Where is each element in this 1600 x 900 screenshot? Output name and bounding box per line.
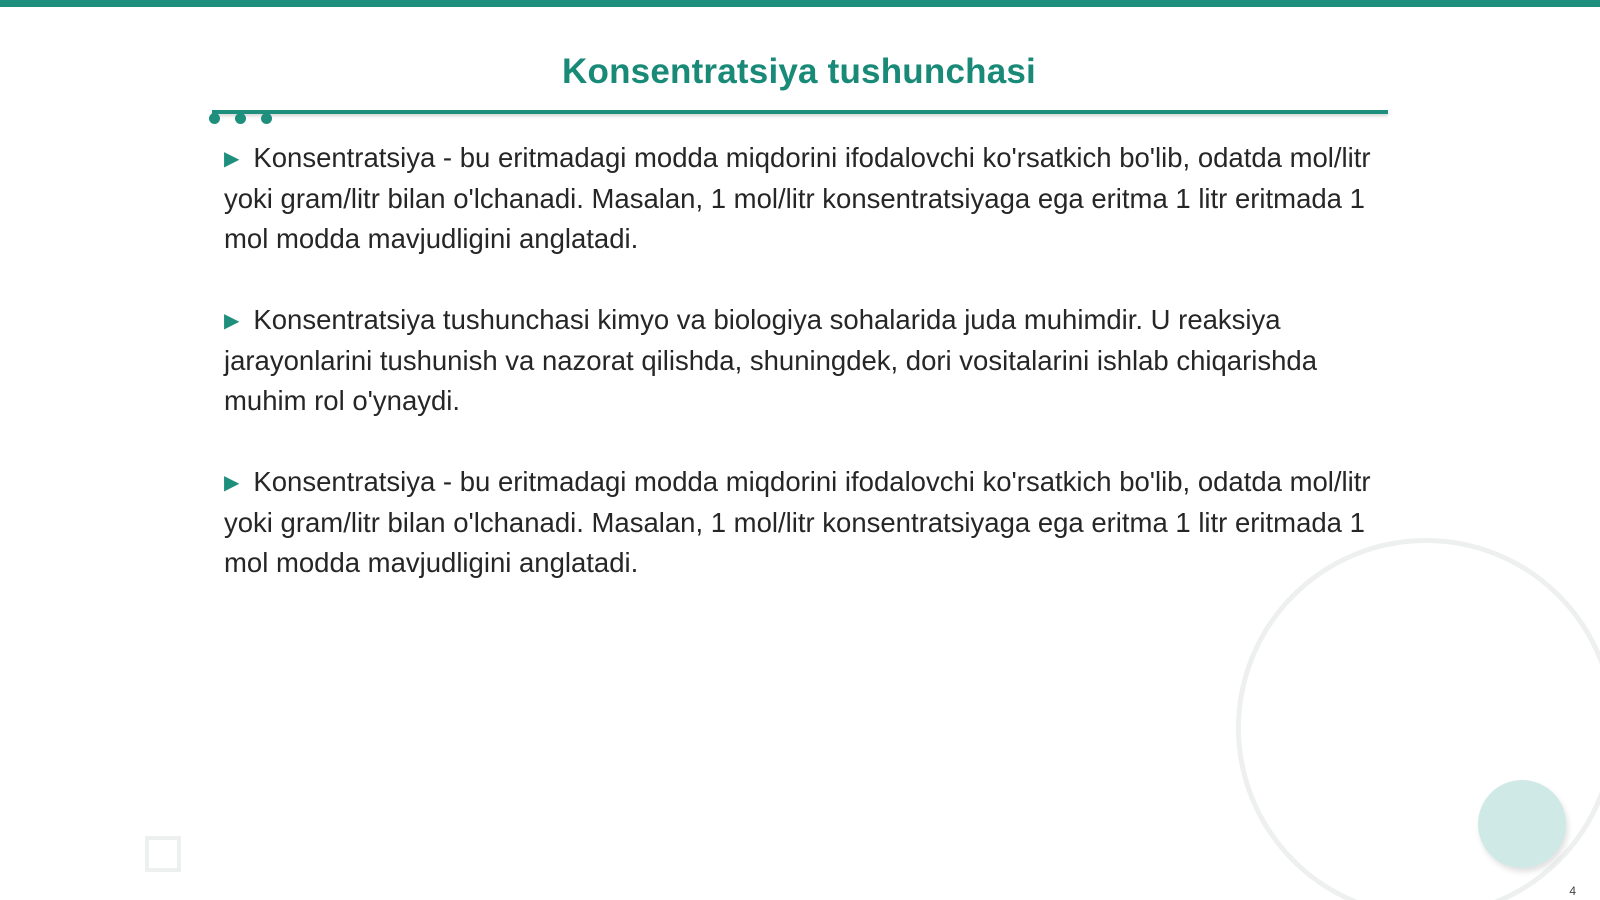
decorative-circle-icon (1478, 780, 1566, 868)
bullet-paragraph-3 (224, 462, 1374, 583)
bullet-paragraph-1 (224, 138, 1374, 259)
slide-title: Konsentratsiya tushunchasi (562, 52, 1036, 91)
bullet-paragraph-2 (224, 300, 1374, 421)
top-accent-bar (0, 0, 1600, 7)
page-number: 4 (1569, 884, 1576, 898)
triangle-bullet-icon: ▶ (224, 472, 240, 494)
triangle-bullet-icon: ▶ (224, 310, 240, 332)
paragraph-text: Konsentratsiya - bu eritmadagi modda miqdorini ifodalovchi ko'rsatkich bo'lib, odatda mol/litr yoki gram/litr bilan o'lchanadi. Masalan, 1 mol/litr konsentratsiyaga ega eritma 1 litr eritmada 1 mol modda mavjudligini anglatadi. (224, 142, 1371, 254)
title-underline (212, 110, 1388, 114)
decorative-dot-icon (261, 113, 272, 124)
paragraph-text: Konsentratsiya - bu eritmadagi modda miqdorini ifodalovchi ko'rsatkich bo'lib, odatda mol/litr yoki gram/litr bilan o'lchanadi. Masalan, 1 mol/litr konsentratsiyaga ega eritma 1 litr eritmada 1 mol modda mavjudligini anglatadi. (224, 466, 1371, 578)
paragraph-text: Konsentratsiya tushunchasi kimyo va biologiya sohalarida juda muhimdir. U reaksiya jarayonlarini tushunish va nazorat qilishda, shuningdek, dori vositalarini ishlab chiqarishda muhim rol o'ynaydi. (224, 304, 1317, 416)
slide-content (224, 138, 1374, 624)
decorative-dot-icon (235, 113, 246, 124)
decorative-square-icon (145, 836, 181, 872)
decorative-dot-icon (209, 113, 220, 124)
triangle-bullet-icon: ▶ (224, 148, 240, 170)
